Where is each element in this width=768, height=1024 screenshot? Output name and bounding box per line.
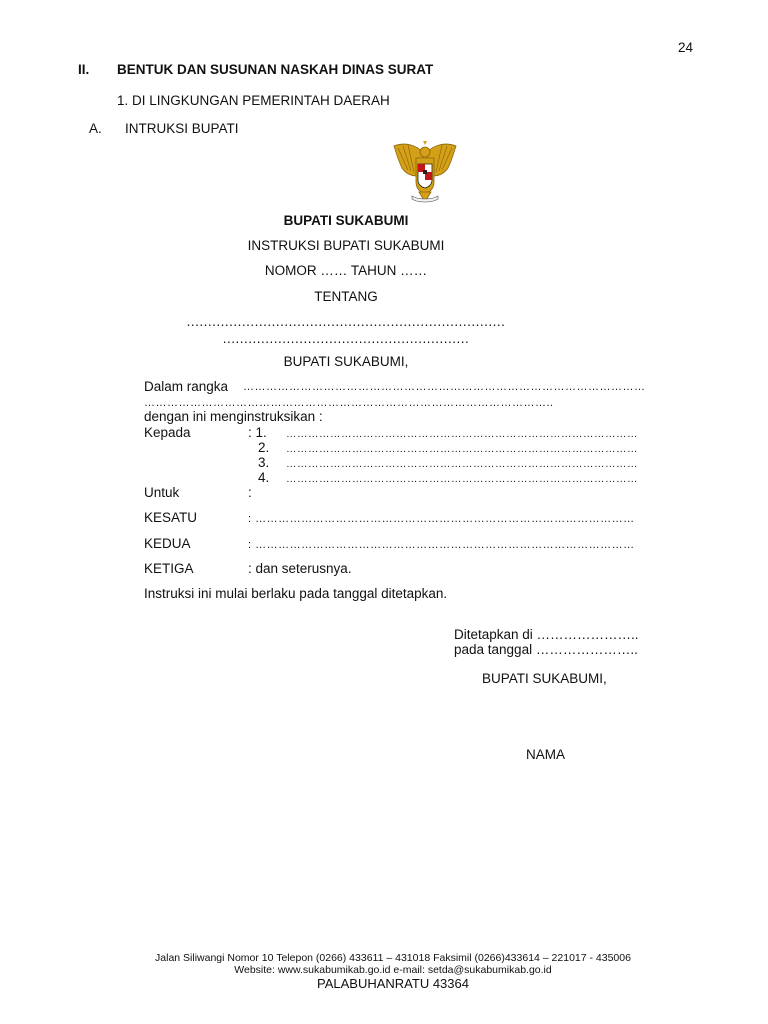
section-numeral: II. [78,62,90,77]
third-value: : dan seterusnya. [248,561,352,576]
to-label: Kepada [144,425,191,440]
letter-about-dots-1: ........................................................................... [186,314,506,329]
letter-number-line: NOMOR …… TAHUN …… [264,263,428,278]
recipient-number: : 1. [248,425,267,440]
instruct-line: dengan ini menginstruksikan : [144,409,323,424]
recipient-number: 2. [258,440,270,455]
footer-city: PALABUHANRATU 43364 [317,976,469,991]
signer-title: BUPATI SUKABUMI, [482,671,607,686]
page-number: 24 [678,40,694,55]
recipient-dots: …………………………………………………………………………………… [286,458,638,470]
third-label: KETIGA [144,561,194,576]
for-label: Untuk [144,485,180,500]
second-value: : ……………………………………………………………………………………… [248,539,635,551]
letter-heading: BUPATI SUKABUMI [283,213,409,228]
effective-line: Instruksi ini mulai berlaku pada tanggal ditetapkan. [144,586,448,601]
item-letter: A. [89,121,102,136]
item-title: INTRUKSI BUPATI [125,121,239,136]
section-title: BENTUK DAN SUSUNAN NASKAH DINAS SURAT [117,62,434,77]
recipient-dots: …………………………………………………………………………………… [286,443,638,455]
second-label: KEDUA [144,536,191,551]
garuda-emblem-icon [386,140,464,206]
considering-dots-1: …………………………………………………………………………………………… [243,381,646,393]
signer-name: NAMA [526,747,566,762]
considering-dots-2: …………………………………………………………………………………………….. [144,397,554,409]
considering-label: Dalam rangka [144,379,229,394]
footer-address: Jalan Siliwangi Nomor 10 Telepon (0266) 433611 – 431018 Faksimil (0266)433614 – 221017 - 435006 [155,952,631,964]
place-line: Ditetapkan di ………………….. [454,627,639,642]
recipient-dots: …………………………………………………………………………………… [286,428,638,440]
letter-doc-title: INSTRUKSI BUPATI SUKABUMI [247,238,445,253]
letter-issuer: BUPATI SUKABUMI, [283,354,409,369]
first-label: KESATU [144,510,198,525]
footer-web: Website: www.sukabumikab.go.id e-mail: setda@sukabumikab.go.id [234,964,552,976]
first-value: : ……………………………………………………………………………………… [248,513,635,525]
recipient-dots: …………………………………………………………………………………… [286,473,638,485]
recipient-number: 3. [258,455,270,470]
recipient-number: 4. [258,470,270,485]
date-line: pada tanggal ………………….. [454,642,638,657]
for-colon: : [248,485,252,500]
letter-about-dots-2: .......................................................... [222,331,470,346]
subsection-title: 1. DI LINGKUNGAN PEMERINTAH DAERAH [117,93,390,108]
letter-about: TENTANG [314,289,378,304]
